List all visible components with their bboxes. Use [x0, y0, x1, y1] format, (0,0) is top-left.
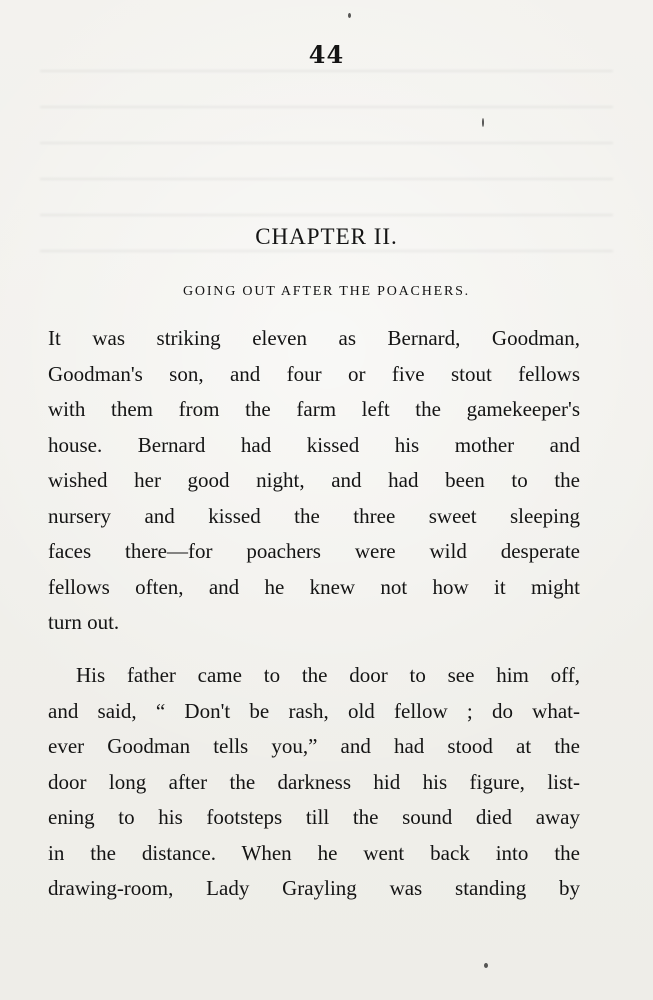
chapter-title: CHAPTER II.: [255, 224, 398, 249]
text-line: nursery and kissed the three sweet sleeping: [48, 503, 580, 528]
paragraph-1: [48, 321, 580, 641]
text-line: turn out.: [48, 610, 120, 634]
ink-speck: [484, 963, 488, 968]
text-line: fellows often, and he knew not how it might: [48, 574, 580, 599]
text-line: in the distance. When he went back into the: [48, 840, 580, 865]
chapter-subtitle: GOING OUT AFTER THE POACHERS.: [183, 284, 470, 299]
text-line: drawing-room, Lady Grayling was standing by: [48, 876, 580, 900]
text-line: wished her good night, and had been to the: [48, 468, 580, 492]
text-line: ening to his footsteps till the sound died away: [48, 805, 580, 829]
text-line: house. Bernard had kissed his mother and: [48, 432, 580, 457]
text-line: It was striking eleven as Bernard, Goodman,: [48, 326, 580, 350]
text-line: with them from the farm left the gamekeeper's: [48, 397, 580, 421]
text-line: Goodman's son, and four or five stout fellows: [48, 361, 580, 386]
text-line: ever Goodman tells you,” and had stood at the: [48, 734, 580, 758]
text-line: and said, “ Don't be rash, old fellow ; do what-: [48, 698, 580, 723]
page-number: 44: [308, 40, 345, 69]
ink-speck: [348, 13, 351, 18]
ink-speck: [482, 118, 484, 127]
text-line: faces there—for poachers were wild desperate: [48, 539, 580, 563]
text-line: door long after the darkness hid his figure, list-: [48, 769, 580, 794]
text-line: His father came to the door to see him off,: [76, 663, 580, 687]
paragraph-2: [48, 658, 580, 907]
